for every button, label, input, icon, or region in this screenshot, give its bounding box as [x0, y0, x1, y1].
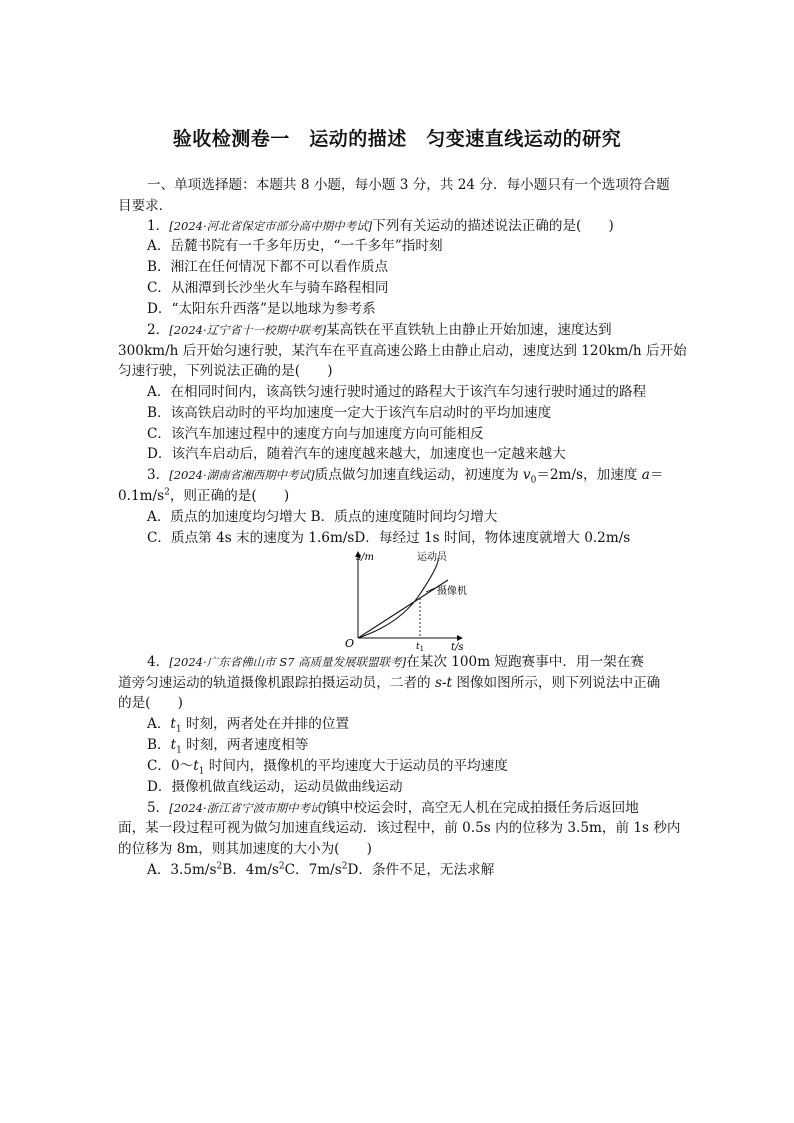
- t-axis-label: t/s: [451, 642, 464, 652]
- question-5-option-c-exp: 2: [341, 861, 348, 872]
- question-4-option-b-letter: B．: [147, 737, 171, 753]
- question-4-text-line1: 在某次 100m 短跑赛事中．用一架在赛: [406, 654, 644, 670]
- question-4-option-a-t-sub: 1: [175, 724, 182, 735]
- question-3-text-d: ，则正确的是( ): [169, 488, 290, 504]
- question-2-stem-line3: 匀速行驶，下列说法正确的是( ): [118, 363, 333, 379]
- t1-symbol: t: [416, 642, 420, 652]
- question-4-option-c-letter: C．0～: [147, 758, 194, 774]
- question-3-text-a: 质点做匀加速直线运动，初速度为: [314, 467, 523, 483]
- question-4-option-b-t-sub: 1: [176, 745, 182, 756]
- question-3-v0-subscript: 0: [530, 475, 537, 486]
- question-3-stem-line1: [147, 465, 663, 485]
- origin-label: O: [345, 637, 355, 650]
- question-4-option-b-t: t: [170, 737, 177, 753]
- question-4-stem-line3: 的是( ): [118, 695, 183, 711]
- question-5-text-line1: 镇中校运会时，高空无人机在完成拍摄任务后返回地: [326, 800, 639, 816]
- question-2-option-c: C．该汽车加速过程中的速度方向与加速度方向可能相反: [147, 426, 484, 442]
- t1-label: [416, 642, 424, 652]
- question-1-number: 1．: [147, 218, 170, 234]
- question-3-text-c: ＝: [649, 467, 664, 483]
- question-1-option-d: D．“太阳东升西落”是以地球为参考系: [147, 301, 376, 317]
- question-4-option-b-text: 时刻，两者速度相等: [181, 737, 309, 753]
- question-1-option-a: A．岳麓书院有一千多年历史，“一千多年”指时刻: [147, 238, 443, 254]
- question-4-source: [2024·广东省佛山市 S7 高质量发展联盟联考]: [169, 655, 407, 669]
- question-4-option-c-t: t: [193, 758, 199, 774]
- question-3-options-cd: C．质点第 4s 末的速度为 1.6m/sD．每经过 1s 时间，物体速度就增大 0.2m/s: [147, 530, 631, 546]
- question-5-stem-line1: [147, 798, 639, 818]
- question-5-source: [2024·浙江省宁波市期中考试]: [169, 801, 327, 815]
- question-2-source: [2024·辽宁省十一校期中联考]: [169, 323, 327, 337]
- question-5-option-b-exp: 2: [278, 861, 285, 872]
- question-5-stem-line2: 面，某一段过程可视为做匀加速直线运动．该过程中，前 0.5s 内的位移为 3.5m，前 1s 秒内: [118, 820, 681, 836]
- question-4-number: 4．: [147, 654, 170, 670]
- question-3-source: [2024·湖南省湘西期中考试]: [169, 468, 315, 482]
- runner-curve: [358, 558, 438, 638]
- question-1-option-b: B．湘江在任何情况下都不可以看作质点: [147, 259, 389, 275]
- question-2-option-b: B．该高铁启动时的平均加速度一定大于该汽车启动时的平均加速度: [147, 405, 552, 421]
- question-5-option-b: B．4m/s: [222, 862, 279, 878]
- page-title: 验收检测卷一 运动的描述 匀变速直线运动的研究: [172, 128, 622, 150]
- section-instruction-line1: 一、单项选择题：本题共 8 小题，每小题 3 分，共 24 分．每小题只有一个选项符合题: [147, 177, 670, 193]
- camera-line: [358, 580, 448, 638]
- section-instruction-line2: 目要求．: [118, 198, 173, 214]
- question-3-number: 3．: [147, 467, 170, 483]
- question-5-number: 5．: [147, 800, 170, 816]
- question-4-option-a-letter: A．: [147, 716, 171, 732]
- question-2-number: 2．: [147, 322, 170, 338]
- question-2-text-line1: 某高铁在平直铁轨上由静止开始加速，速度达到: [326, 322, 612, 338]
- question-2-stem-line2: 300km/h 后开始匀速行驶，某汽车在平直高速公路上由静止启动，速度达到 120km/h 后开始: [118, 343, 687, 359]
- question-3-accel-value: 0.1m/s: [118, 488, 165, 504]
- question-1-text: 下列有关运动的描述说法正确的是( ): [372, 218, 614, 234]
- question-4-option-c-t-sub: 1: [198, 766, 205, 777]
- camera-label: 摄像机: [437, 586, 467, 597]
- question-1-option-c: C．从湘潭到长沙坐火车与骑车路程相同: [147, 280, 389, 296]
- question-2-option-d: D．该汽车启动后，随着汽车的速度越来越大，加速度也一定越来越大: [147, 446, 566, 462]
- question-4-text-b: 图像如图所示，则下列说法中正确: [452, 675, 661, 691]
- question-4-stem-line2: [118, 673, 660, 693]
- s-axis-label: s/m: [356, 552, 374, 563]
- question-5-option-a-exp: 2: [216, 861, 223, 872]
- question-3-text-b: ＝2m/s，加速度: [536, 467, 642, 483]
- question-3-a-symbol: a: [641, 467, 650, 483]
- question-1-stem: [147, 216, 614, 236]
- question-4-option-c: [147, 756, 508, 776]
- question-2-option-a: A．在相同时间内，该高铁匀速行驶时通过的路程大于该汽车匀速行驶时通过的路程: [147, 384, 647, 400]
- question-2-stem-line1: [147, 320, 612, 340]
- s-t-graph: [338, 546, 470, 652]
- question-4-stem-line1: [147, 652, 644, 672]
- question-1-source: [2024·河北省保定市部分高中期中考试]: [169, 219, 373, 233]
- t1-subscript: 1: [419, 645, 425, 652]
- question-4-text-a: 道旁匀速运动的轨道摄像机跟踪拍摄运动员，二者的: [118, 675, 435, 691]
- question-4-option-a-t: t: [170, 716, 176, 732]
- question-4-option-b: [147, 735, 308, 755]
- question-5-option-a: A．3.5m/s: [147, 862, 217, 878]
- question-4-option-a-text: 时刻，两者处在并排的位置: [181, 716, 350, 732]
- question-3-options-ab: A．质点的加速度均匀增大 B．质点的速度随时间均匀增大: [147, 509, 498, 525]
- question-5-option-d: D．条件不足，无法求解: [347, 862, 495, 878]
- question-4-option-d: D．摄像机做直线运动，运动员做曲线运动: [147, 779, 403, 795]
- question-4-option-c-text: 时间内，摄像机的平均速度大于运动员的平均速度: [204, 758, 508, 774]
- question-4-option-a: [147, 714, 349, 734]
- question-3-stem-line2: [118, 486, 289, 506]
- question-5-options: [147, 860, 494, 880]
- runner-label: 运动员: [417, 552, 447, 563]
- question-4-st-symbol: s-t: [434, 675, 453, 691]
- question-3-accel-exponent: 2: [164, 487, 170, 498]
- question-3-v0-symbol: v: [522, 467, 531, 483]
- question-5-stem-line3: 的位移为 8m，则其加速度的大小为( ): [118, 841, 372, 857]
- question-5-option-c: C．7m/s: [284, 862, 342, 878]
